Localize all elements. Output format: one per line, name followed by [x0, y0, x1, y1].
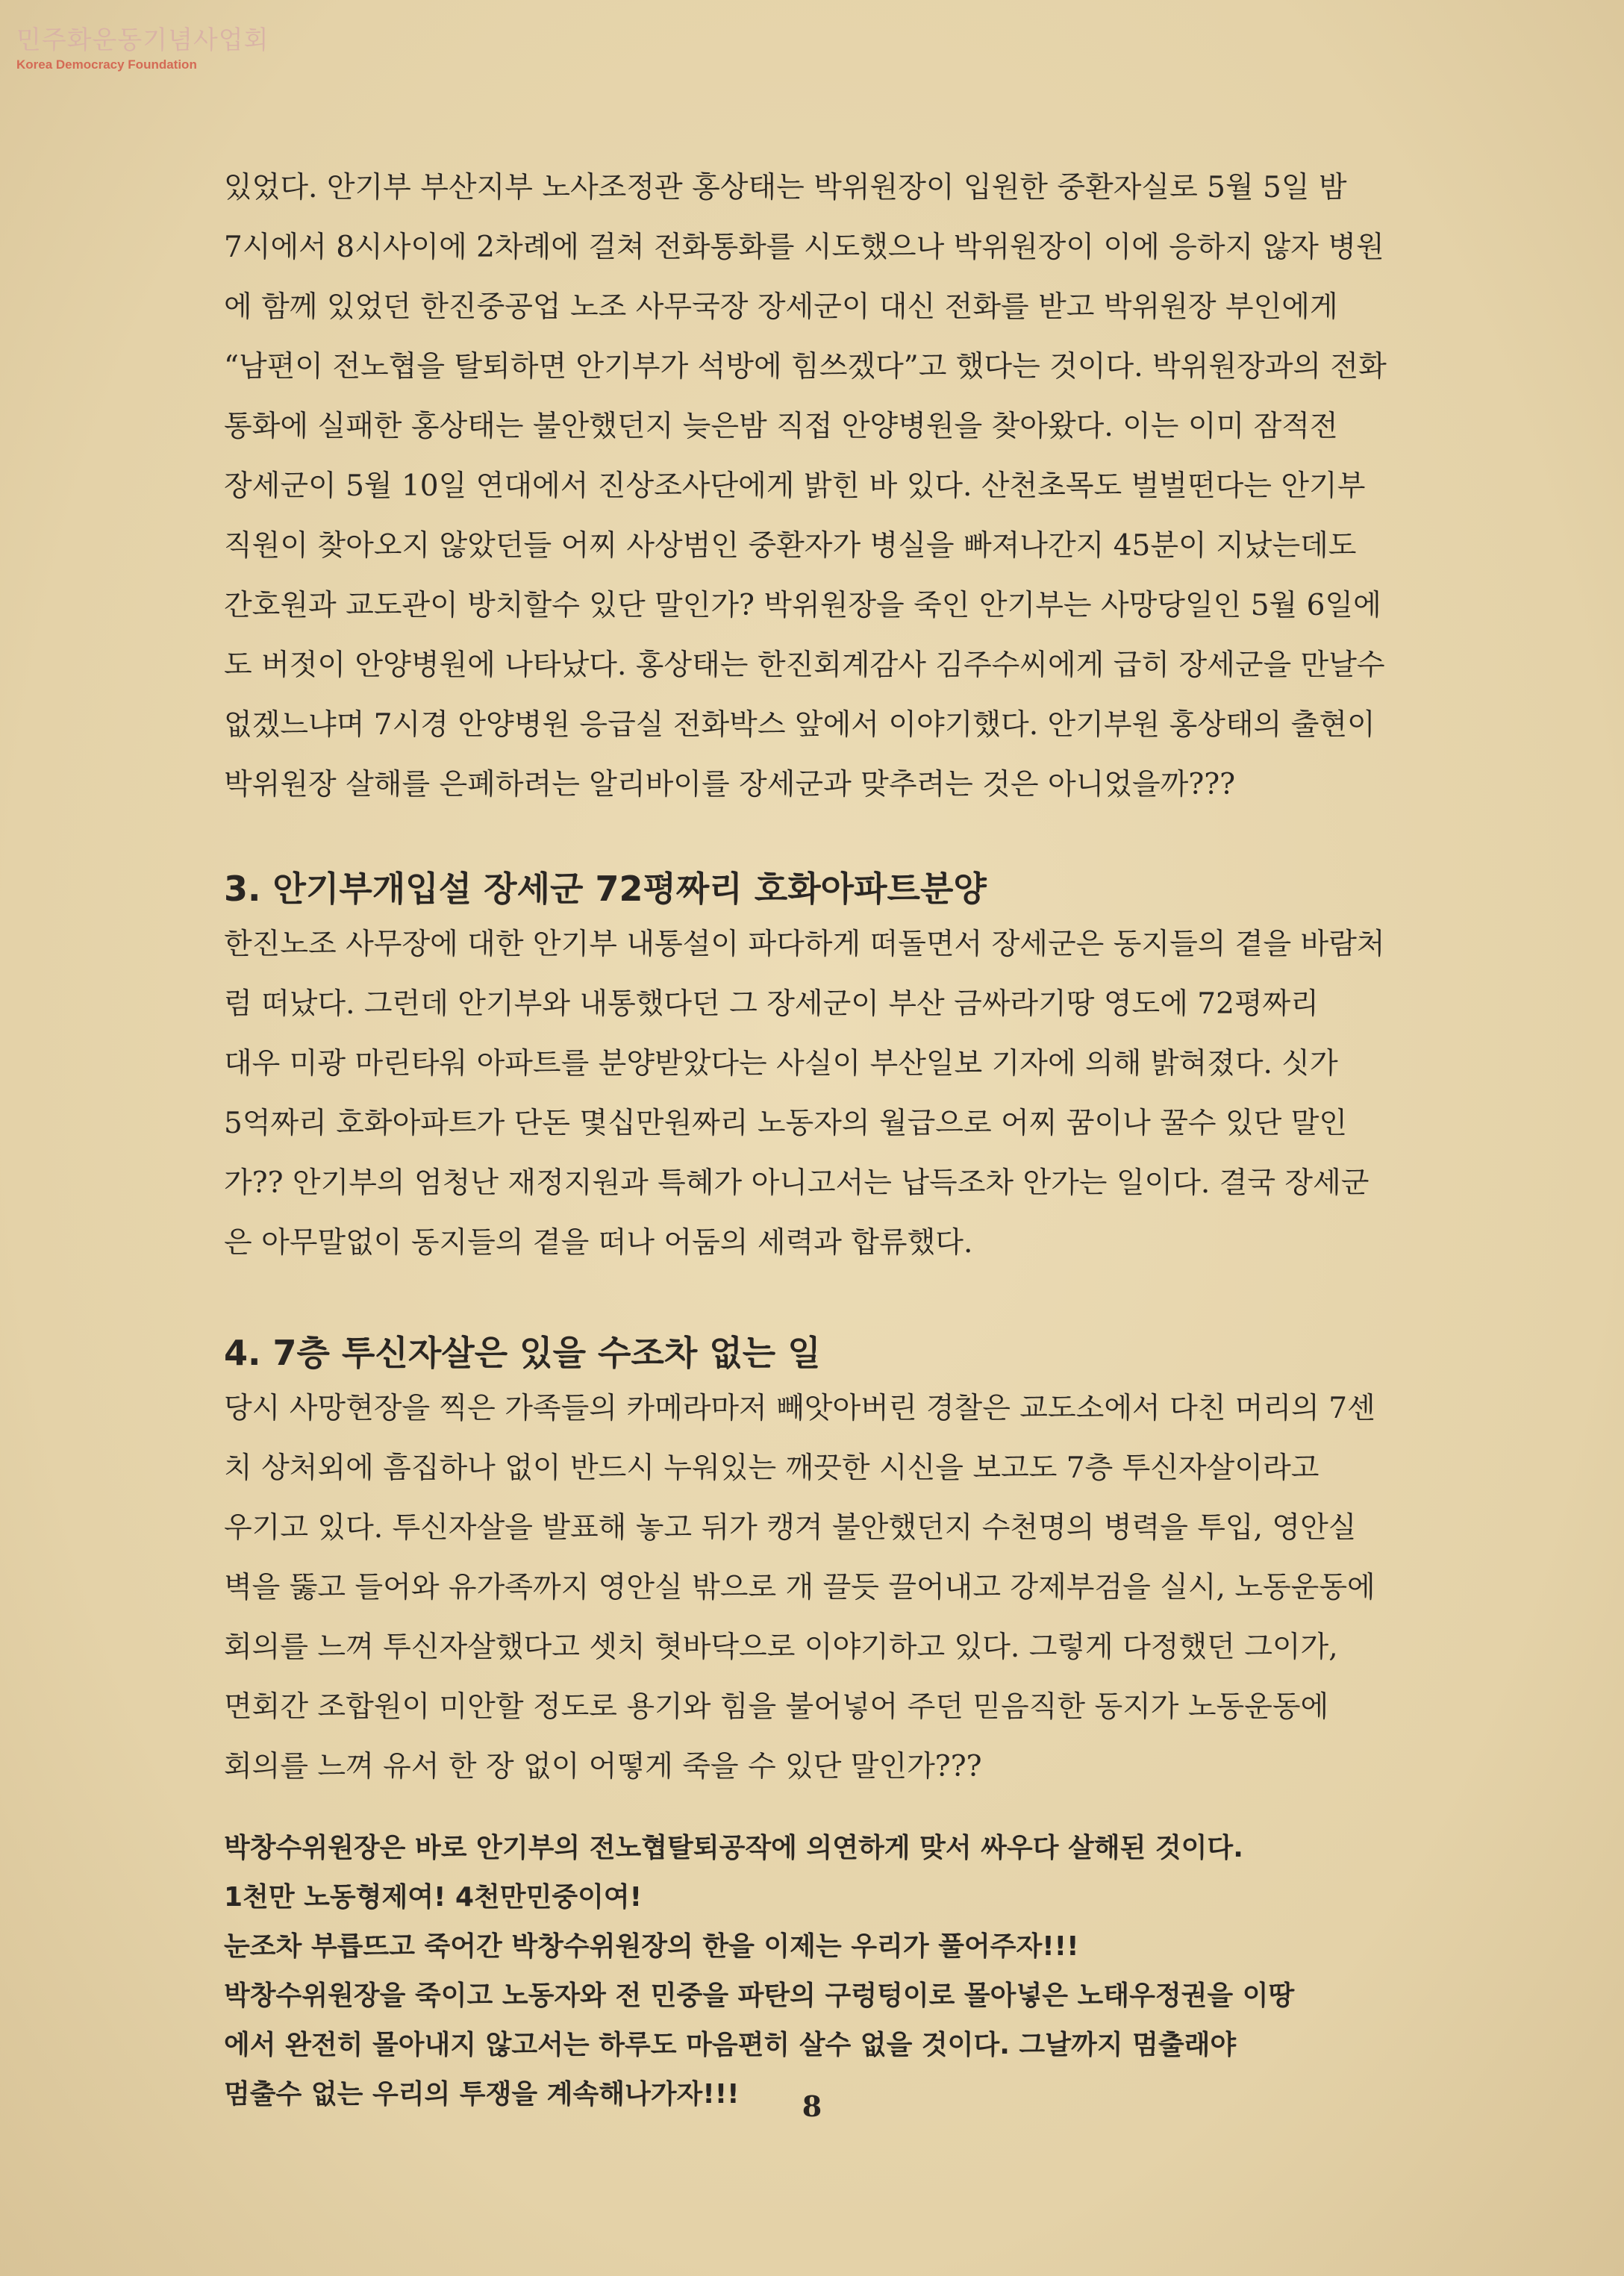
- text-line: 7시에서 8시사이에 2차례에 걸쳐 전화통화를 시도했으나 박위원장이 이에 응하지 않자 병원: [224, 231, 1384, 264]
- section-4-paragraph: [224, 1379, 1463, 1797]
- text-line: 도 버젓이 안양병원에 나타났다. 홍상태는 한진회계감사 김주수씨에게 급히 장세군을 만날수: [224, 648, 1385, 682]
- text-line: 면회간 조합원이 미안할 정도로 용기와 힘을 불어넣어 주던 믿음직한 동지가 노동운동에: [224, 1690, 1329, 1724]
- text-line: 당시 사망현장을 찍은 가족들의 카메라마저 빼앗아버린 경찰은 교도소에서 다친 머리의 7센: [224, 1392, 1375, 1425]
- foundation-watermark: [16, 19, 269, 72]
- text-line: 없겠느냐며 7시경 안양병원 응급실 전화박스 앞에서 이야기했다. 안기부원 홍상태의 출현이: [224, 708, 1375, 742]
- text-line: 벽을 뚫고 들어와 유가족까지 영안실 밖으로 개 끌듯 끌어내고 강제부검을 실시, 노동운동에: [224, 1571, 1375, 1604]
- closing-line: 박창수위원장을 죽이고 노동자와 전 민중을 파탄의 구렁텅이로 몰아넣은 노태우정권을 이땅: [224, 1980, 1295, 2011]
- closing-line: 눈조차 부릅뜨고 죽어간 박창수위원장의 한을 이제는 우리가 풀어주자!!!: [224, 1931, 1079, 1962]
- closing-line: 멈출수 없는 우리의 투쟁을 계속해나가자!!!: [224, 2079, 740, 2110]
- document-body: [224, 158, 1463, 2119]
- text-line: 간호원과 교도관이 방치할수 있단 말인가? 박위원장을 죽인 안기부는 사망당일인 5월 6일에: [224, 589, 1381, 622]
- text-line: 은 아무말없이 동지들의 곁을 떠나 어둠의 세력과 합류했다.: [224, 1226, 973, 1260]
- section-3-heading: 3. 안기부개입설 장세군 72평짜리 호화아파트분양: [224, 869, 987, 909]
- text-line: 에 함께 있었던 한진중공업 노조 사무국장 장세군이 대신 전화를 받고 박위원장 부인에게: [224, 290, 1338, 324]
- text-line: 한진노조 사무장에 대한 안기부 내통설이 파다하게 떠돌면서 장세군은 동지들의 곁을 바람처: [224, 928, 1385, 961]
- text-line: 통화에 실패한 홍상태는 불안했던지 늦은밤 직접 안양병원을 찾아왔다. 이는 이미 잠적전: [224, 410, 1338, 443]
- intro-paragraph: [224, 158, 1463, 815]
- text-line: 럼 떠났다. 그런데 안기부와 내통했다던 그 장세군이 부산 금싸라기땅 영도에 72평짜리: [224, 987, 1319, 1021]
- watermark-english: Korea Democracy Foundation: [16, 57, 197, 72]
- section-3-paragraph: [224, 915, 1463, 1273]
- closing-line: 박창수위원장은 바로 안기부의 전노협탈퇴공작에 의연하게 맞서 싸우다 살해된 것이다.: [224, 1833, 1243, 1863]
- text-line: 우기고 있다. 투신자살을 발표해 놓고 뒤가 캥겨 불안했던지 수천명의 병력을 투입, 영안실: [224, 1511, 1357, 1545]
- page-number: 8: [802, 2089, 822, 2123]
- text-line: 회의를 느껴 투신자살했다고 셋치 혓바닥으로 이야기하고 있다. 그렇게 다정했던 그이가,: [224, 1631, 1338, 1664]
- text-line: 5억짜리 호화아파트가 단돈 몇십만원짜리 노동자의 월급으로 어찌 꿈이나 꿀수 있단 말인: [224, 1107, 1348, 1140]
- text-line: 치 상처외에 흠집하나 없이 반드시 누워있는 깨끗한 시신을 보고도 7층 투신자살이라고: [224, 1451, 1320, 1485]
- text-line: 장세군이 5월 10일 연대에서 진상조사단에게 밝힌 바 있다. 산천초목도 벌벌떤다는 안기부: [224, 469, 1366, 503]
- text-line: 직원이 찾아오지 않았던들 어찌 사상범인 중환자가 병실을 빠져나간지 45분이 지났는데도: [224, 529, 1357, 563]
- watermark-korean: 민주화운동기념사업회: [16, 25, 269, 55]
- closing-statement: [224, 1824, 1463, 2119]
- text-line: 가?? 안기부의 엄청난 재정지원과 특혜가 아니고서는 납득조차 안가는 일이다. 결국 장세군: [224, 1166, 1370, 1200]
- text-line: 회의를 느껴 유서 한 장 없이 어떻게 죽을 수 있단 말인가???: [224, 1750, 982, 1783]
- closing-line: 에서 완전히 몰아내지 않고서는 하루도 마음편히 살수 없을 것이다. 그날까지 멈출래야: [224, 2030, 1237, 2060]
- section-4-heading: 4. 7층 투신자살은 있을 수조차 없는 일: [224, 1333, 821, 1373]
- text-line: “남편이 전노협을 탈퇴하면 안기부가 석방에 힘쓰겠다”고 했다는 것이다. 박위원장과의 전화: [224, 350, 1387, 384]
- text-line: 박위원장 살해를 은폐하려는 알리바이를 장세군과 맞추려는 것은 아니었을까???: [224, 768, 1236, 801]
- closing-line: 1천만 노동형제여! 4천만민중이여!: [224, 1882, 643, 1913]
- text-line: 있었다. 안기부 부산지부 노사조정관 홍상태는 박위원장이 입원한 중환자실로 5월 5일 밤: [224, 171, 1347, 204]
- text-line: 대우 미광 마린타워 아파트를 분양받았다는 사실이 부산일보 기자에 의해 밝혀졌다. 싯가: [224, 1047, 1338, 1081]
